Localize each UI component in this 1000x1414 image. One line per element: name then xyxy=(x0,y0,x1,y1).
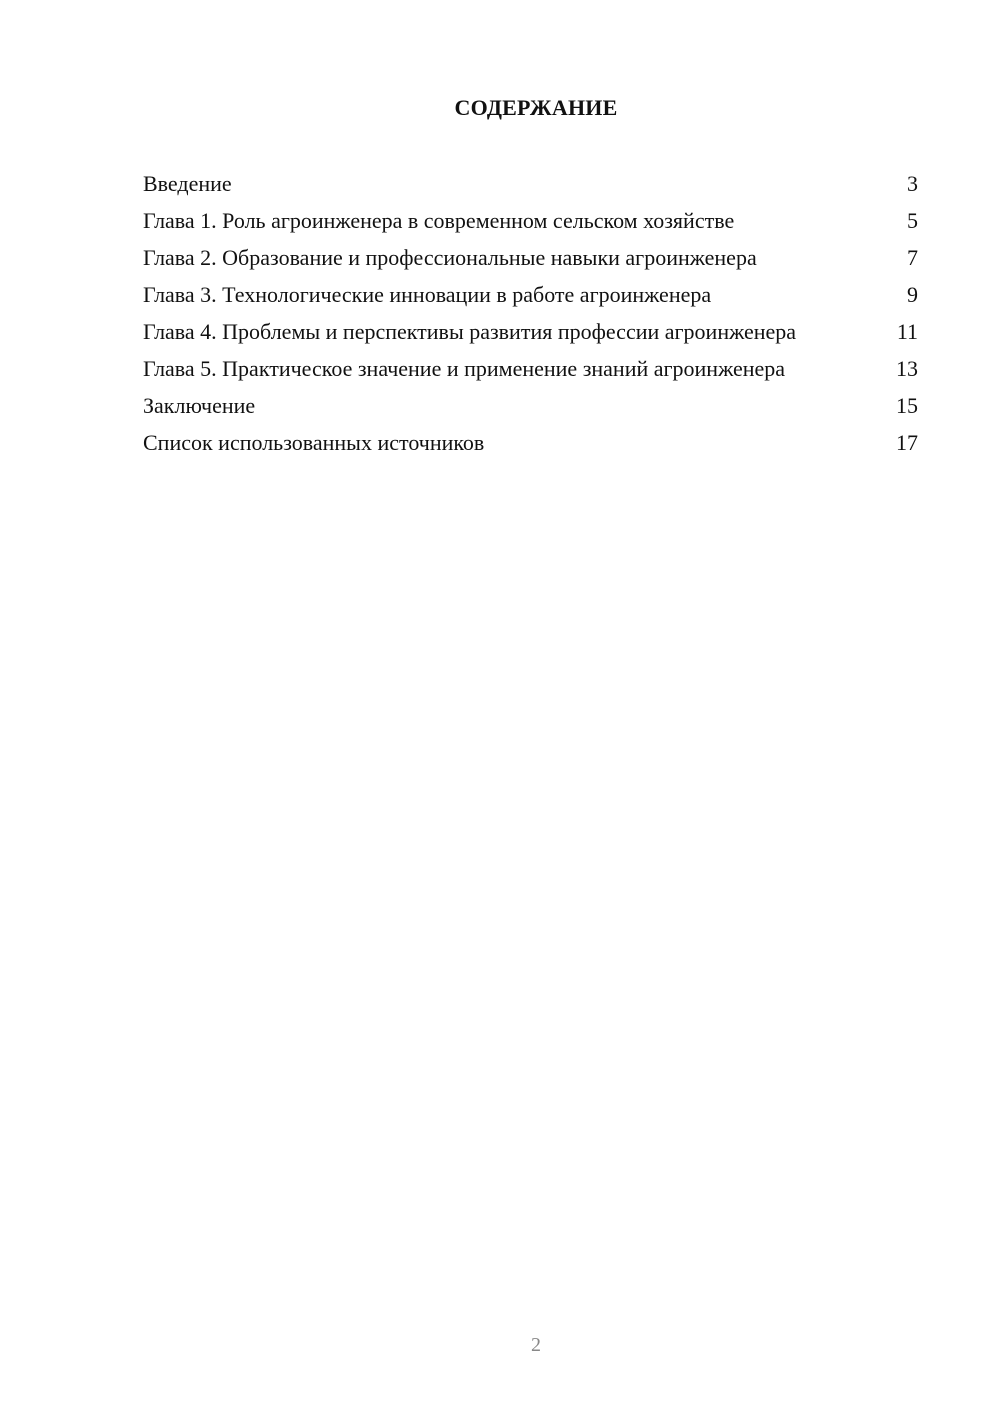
toc-entry-chapter-4 xyxy=(143,318,918,345)
toc-entry-chapter-1 xyxy=(143,207,918,234)
toc-entry-page: 9 xyxy=(907,282,918,307)
toc-entry-introduction xyxy=(143,170,918,197)
toc-entry-page: 17 xyxy=(896,430,918,455)
toc-entry-chapter-3 xyxy=(143,281,918,308)
toc-entry-text: Заключение xyxy=(143,393,256,418)
toc-entry-text: Глава 2. Образование и профессиональные навыки агроинженера xyxy=(143,245,757,270)
toc-entry-chapter-2 xyxy=(143,244,918,271)
toc-entry-page: 11 xyxy=(896,319,918,344)
page-number: 2 xyxy=(531,1334,541,1356)
toc-entry-chapter-5 xyxy=(143,355,918,382)
toc-entry-text: Глава 3. Технологические инновации в работе агроинженера xyxy=(143,282,712,307)
toc-entry-page: 3 xyxy=(907,171,918,196)
toc-entry-conclusion xyxy=(143,392,918,419)
toc-entry-page: 5 xyxy=(907,208,918,233)
toc-entry-references xyxy=(143,429,918,456)
toc-entry-page: 15 xyxy=(896,393,918,418)
toc-entry-text: Введение xyxy=(143,171,232,196)
toc-title: СОДЕРЖАНИЕ xyxy=(454,95,618,120)
toc-entry-text: Глава 4. Проблемы и перспективы развития профессии агроинженера xyxy=(143,319,797,344)
toc-entry-text: Список использованных источников xyxy=(143,430,485,455)
table-of-contents xyxy=(143,170,918,466)
toc-entry-page: 13 xyxy=(896,356,918,381)
toc-entry-text: Глава 1. Роль агроинженера в современном сельском хозяйстве xyxy=(143,208,735,233)
toc-entry-page: 7 xyxy=(907,245,918,270)
toc-entry-text: Глава 5. Практическое значение и применение знаний агроинженера xyxy=(143,356,786,381)
